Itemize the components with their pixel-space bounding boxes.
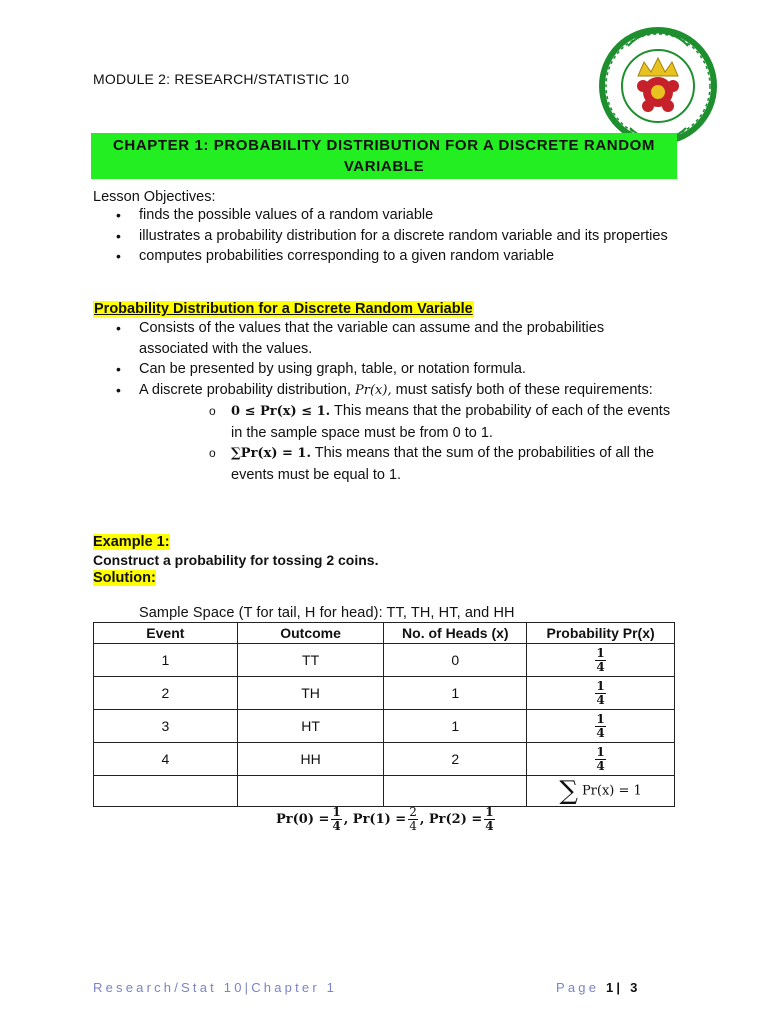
- heads-cell: 1: [384, 710, 527, 743]
- chapter-title-banner: [91, 133, 677, 179]
- section-heading: Probability Distribution for a Discrete Random Variable: [94, 301, 473, 317]
- sum-cell: [527, 776, 675, 807]
- module-title: MODULE 2: RESEARCH/STATISTIC 10: [93, 71, 350, 87]
- requirement-formula: 0 ≤ Pr(x) ≤ 1.: [231, 404, 331, 419]
- chapter-title-line2: VARIABLE: [343, 158, 425, 175]
- list-item: • computes probabilities corresponding to a given random variable: [93, 246, 673, 267]
- event-cell: 2: [94, 677, 238, 710]
- outcome-cell: HH: [237, 743, 384, 776]
- probability-cell: [527, 710, 675, 743]
- pr-notation: Pr(x),: [355, 382, 392, 398]
- probability-cell: [527, 743, 675, 776]
- table-header-row: [94, 623, 675, 644]
- fraction: $\frac{1}{4}$: [596, 744, 605, 773]
- table-row: [94, 710, 675, 743]
- outcome-cell: HT: [237, 710, 384, 743]
- sample-space-text: Sample Space (T for tail, H for head): TT, TH, HT, and HH: [139, 605, 515, 621]
- list-item: • finds the possible values of a random variable: [93, 205, 673, 226]
- example-prompt: Construct a probability for tossing 2 coins.: [93, 552, 379, 568]
- column-header: Probability Pr(x): [527, 623, 675, 644]
- requirement-item: [139, 401, 673, 443]
- event-cell: 3: [94, 710, 238, 743]
- heads-cell: 1: [384, 677, 527, 710]
- requirement-text: This means that the probability of each of the events in the sample space must be from 0 to 1.: [231, 403, 671, 441]
- fraction: $\frac{1}{4}$: [596, 711, 605, 740]
- solution-label: Solution:: [93, 570, 156, 586]
- fraction: $\frac{1}{4}$: [332, 805, 341, 833]
- probability-cell: [527, 677, 675, 710]
- column-header: No. of Heads (x): [384, 623, 527, 644]
- empty-cell: [94, 776, 238, 807]
- page-total: 3: [630, 980, 641, 995]
- heads-cell: 0: [384, 644, 527, 677]
- example-label: Example 1:: [93, 534, 170, 550]
- chapter-title-line1: CHAPTER 1: PROBABILITY DISTRIBUTION FOR A DISCRETE RANDOM: [113, 137, 655, 154]
- formula-term: Pr(0) =: [276, 812, 330, 827]
- column-header: Event: [94, 623, 238, 644]
- footer-course-label: Research/Stat 10|Chapter 1: [93, 980, 338, 995]
- requirements-list: [139, 401, 673, 485]
- column-header: Outcome: [237, 623, 384, 644]
- requirement-formula: ∑Pr(x) = 1.: [231, 446, 311, 461]
- table-row: [94, 677, 675, 710]
- list-item: [93, 380, 673, 486]
- fraction: $\frac{2}{4}$: [409, 805, 417, 833]
- fraction: $\frac{1}{4}$: [485, 805, 494, 833]
- page-separator: |: [616, 980, 624, 995]
- outcome-cell: TT: [237, 644, 384, 677]
- event-cell: 1: [94, 644, 238, 677]
- list-item-text: A discrete probability distribution,: [139, 381, 351, 398]
- requirement-item: [139, 443, 673, 485]
- list-item: • Can be presented by using graph, table, or notation formula.: [93, 359, 673, 380]
- college-seal-logo: [598, 26, 718, 146]
- formula-term: , Pr(1) =: [343, 812, 407, 827]
- page-label: Page: [556, 980, 600, 995]
- list-item-text: must satisfy both of these requirements:: [395, 381, 653, 398]
- sum-formula: Pr(x) = 1: [581, 783, 642, 799]
- lesson-objectives-list: [93, 205, 673, 267]
- sigma-icon: ∑: [559, 776, 578, 806]
- distribution-properties-list: [93, 318, 673, 485]
- fraction: $\frac{1}{4}$: [596, 645, 605, 674]
- lesson-objectives-heading: Lesson Objectives:: [93, 189, 216, 205]
- probability-summary-formula: [276, 806, 497, 833]
- formula-term: , Pr(2) =: [419, 812, 483, 827]
- probability-cell: [527, 644, 675, 677]
- list-item: • Consists of the values that the variable can assume and the probabilities associated with the values.: [93, 318, 673, 359]
- fraction: $\frac{1}{4}$: [596, 678, 605, 707]
- table-sum-row: [94, 776, 675, 807]
- probability-distribution-table: [93, 622, 675, 807]
- table-row: [94, 644, 675, 677]
- list-item: • illustrates a probability distribution for a discrete random variable and its properties: [93, 226, 673, 247]
- empty-cell: [384, 776, 527, 807]
- empty-cell: [237, 776, 384, 807]
- heads-cell: 2: [384, 743, 527, 776]
- outcome-cell: TH: [237, 677, 384, 710]
- footer-page-number: [556, 980, 641, 995]
- event-cell: 4: [94, 743, 238, 776]
- page-current: 1: [605, 980, 617, 995]
- requirement-text: This means that the sum of the probabilities of all the events must be equal to 1.: [231, 445, 655, 483]
- table-row: [94, 743, 675, 776]
